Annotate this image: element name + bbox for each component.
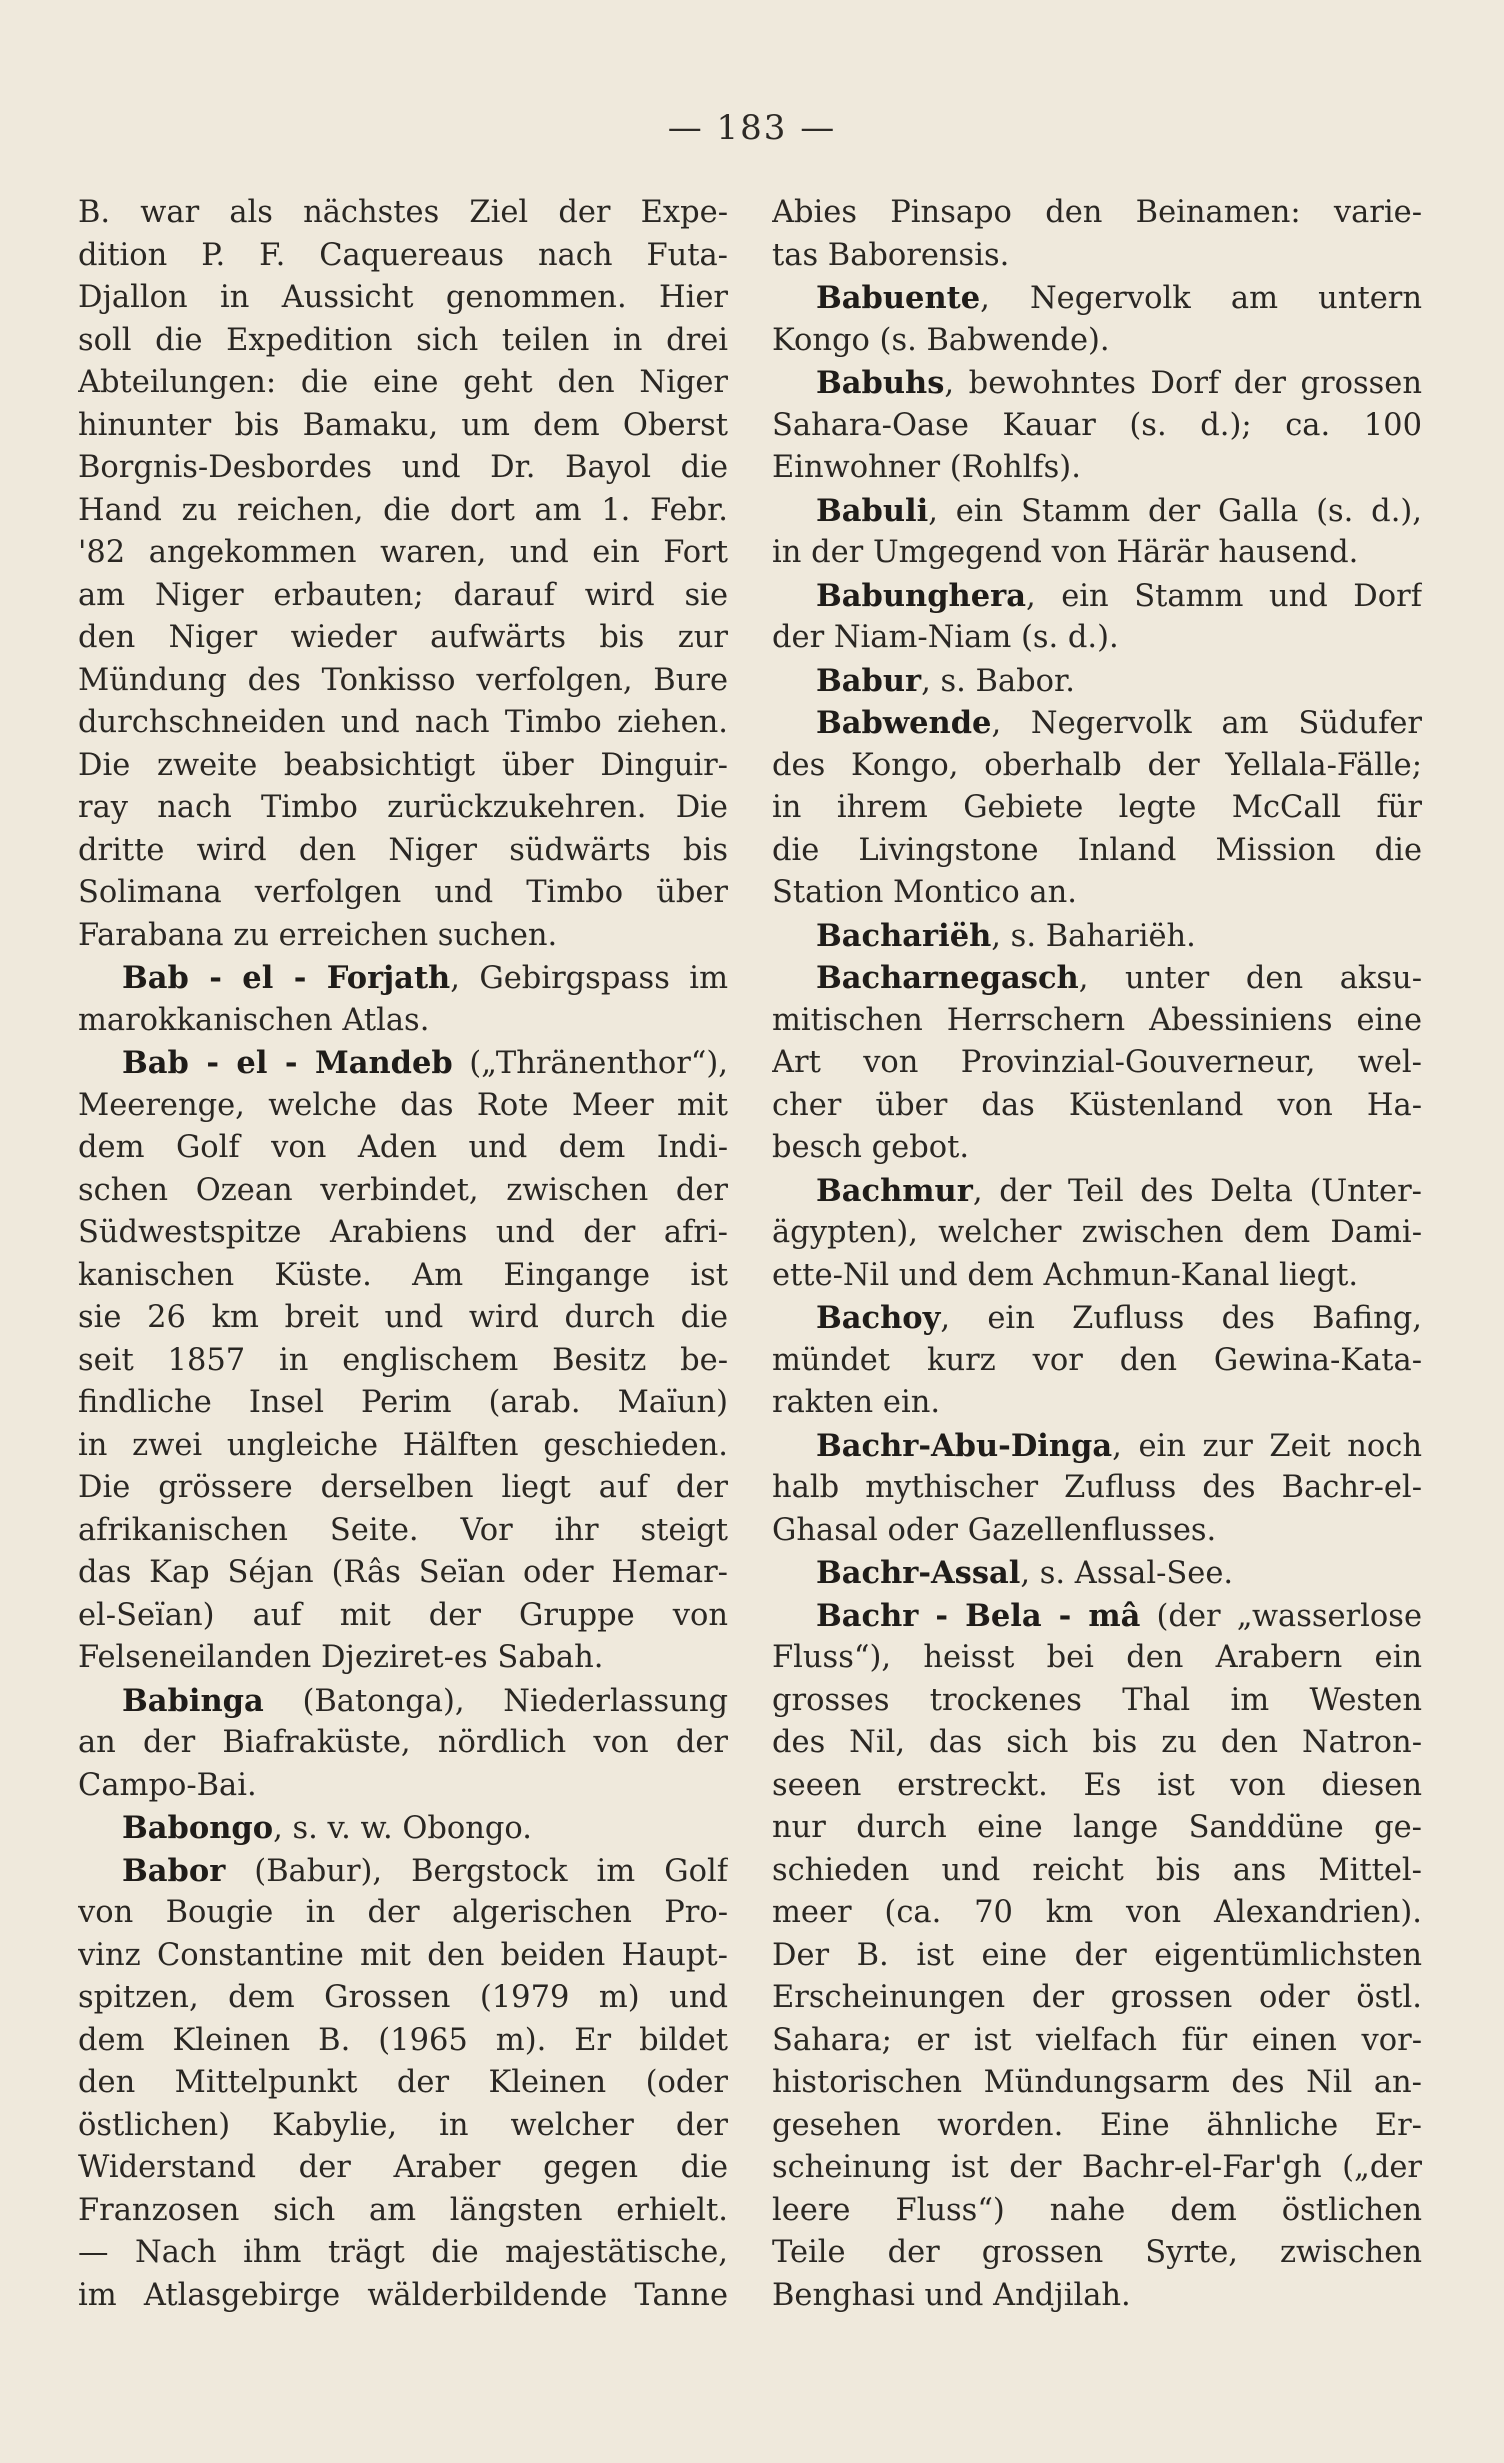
- text-line: [78, 1892, 728, 1935]
- line-text: Hand zu reichen, die dort am 1. Febr.: [78, 492, 728, 528]
- entry-term: Bab - el - Forjath: [122, 960, 451, 996]
- line-text: durchschneiden und nach Timbo ziehen.: [78, 705, 728, 740]
- text-line: [78, 915, 728, 958]
- line-text: nur durch eine lange Sanddüne ge-: [772, 1810, 1422, 1845]
- line-text: die Livingstone Inland Mission die: [772, 832, 1422, 868]
- line-text: Sahara-Oase Kauar (s. d.); ca. 100: [772, 407, 1422, 443]
- text-line: [772, 1000, 1422, 1043]
- line-text: soll die Expedition sich teilen in drei: [78, 322, 728, 358]
- line-text: Felseneilanden Djeziret-es Sabah.: [78, 1640, 604, 1675]
- page-number: — 183 —: [667, 108, 837, 148]
- text-line: [772, 1722, 1422, 1765]
- line-text: findliche Insel Perim (arab. Maïun): [78, 1385, 728, 1420]
- text-line: [772, 787, 1422, 830]
- line-text: grosses trockenes Thal im Westen: [772, 1682, 1422, 1718]
- line-text: vinz Constantine mit den beiden Haupt-: [78, 1937, 728, 1973]
- entry-heading-line: [772, 915, 1422, 958]
- text-line: [772, 1637, 1422, 1680]
- line-text: besch gebot.: [772, 1130, 970, 1165]
- text-line: [772, 2105, 1422, 2148]
- text-line: [78, 320, 728, 363]
- text-line: [78, 2105, 728, 2148]
- text-line: [78, 2020, 728, 2063]
- text-line: [772, 1255, 1422, 1298]
- text-line: [772, 235, 1422, 278]
- line-text: Borgnis-Desbordes und Dr. Bayol die: [78, 450, 728, 485]
- entry-term: Babor: [122, 1852, 226, 1889]
- text-line: [78, 702, 728, 745]
- line-text: dritte wird den Niger südwärts bis: [78, 832, 728, 868]
- line-text: Fluss“), heisst bei den Arabern ein: [772, 1640, 1422, 1675]
- line-text: ägypten), welcher zwischen dem Dami-: [772, 1215, 1422, 1250]
- text-line: [78, 2275, 728, 2318]
- line-text: den Mittelpunkt der Kleinen (oder: [78, 2065, 728, 2100]
- line-text: des Nil, das sich bis zu den Natron-: [772, 1725, 1422, 1760]
- line-text: Widerstand der Araber gegen die: [78, 2150, 728, 2185]
- line-text: leere Fluss“) nahe dem östlichen: [772, 2192, 1422, 2228]
- line-text: gesehen worden. Eine ähnliche Er-: [772, 2107, 1422, 2143]
- text-line: [78, 362, 728, 405]
- text-line: [772, 1340, 1422, 1383]
- line-text: Art von Provinzial-Gouverneur, wel-: [772, 1045, 1422, 1080]
- line-text: , s. Bahariëh.: [991, 918, 1196, 954]
- entry-term: Bachoy: [816, 1300, 941, 1336]
- text-line: [78, 1127, 728, 1170]
- entry-term: Bab - el - Mandeb: [122, 1045, 453, 1081]
- text-line: [772, 872, 1422, 915]
- entry-term: Bachariëh: [816, 917, 992, 954]
- line-text: cher über das Küstenland von Ha-: [772, 1087, 1422, 1123]
- text-line: [78, 617, 728, 660]
- text-line: [772, 1892, 1422, 1935]
- text-line: [78, 447, 728, 490]
- line-text: , ein Stamm und Dorf: [1025, 578, 1422, 614]
- line-text: Abies Pinsapo den Beinamen: varie-: [772, 195, 1422, 230]
- line-text: — Nach ihm trägt die majestätische,: [78, 2235, 728, 2270]
- entry-heading-line: [772, 1595, 1422, 1638]
- text-line: [78, 1467, 728, 1510]
- line-text: Teile der grossen Syrte, zwischen: [772, 2235, 1422, 2270]
- line-text: Meerenge, welche das Rote Meer mit: [78, 1087, 728, 1123]
- line-text: , s. v. w. Obongo.: [273, 1811, 532, 1846]
- line-text: Djallon in Aussicht genommen. Hier: [78, 280, 728, 315]
- text-line: [78, 277, 728, 320]
- text-line: [78, 1255, 728, 1298]
- entry-term: Bachr - Bela - mâ: [816, 1597, 1141, 1634]
- entry-heading-line: [772, 660, 1422, 703]
- text-line: [78, 2147, 728, 2190]
- line-text: Die grössere derselben liegt auf der: [78, 1470, 728, 1505]
- line-text: sie 26 km breit und wird durch die: [78, 1300, 728, 1335]
- text-line: [772, 1977, 1422, 2020]
- line-text: östlichen) Kabylie, in welcher der: [78, 2107, 728, 2143]
- text-line: [78, 235, 728, 278]
- line-text: dem Golf von Aden und dem Indi-: [78, 1130, 728, 1165]
- line-text: der Niam-Niam (s. d.).: [772, 620, 1119, 655]
- text-line: [772, 447, 1422, 490]
- line-text: schieden und reicht bis ans Mittel-: [772, 1852, 1422, 1888]
- text-line: [78, 787, 728, 830]
- text-line: [78, 745, 728, 788]
- text-line: [78, 2232, 728, 2275]
- text-line: [772, 1212, 1422, 1255]
- text-line: [78, 1722, 728, 1765]
- text-line: [78, 1212, 728, 1255]
- entry-heading-line: [772, 1297, 1422, 1340]
- entry-heading-line: [772, 277, 1422, 320]
- line-text: Der B. ist eine der eigentümlichsten: [772, 1937, 1422, 1973]
- text-line: [78, 1085, 728, 1128]
- line-text: mündet kurz vor den Gewina-Kata-: [772, 1342, 1422, 1378]
- entry-heading-line: [772, 957, 1422, 1000]
- line-text: , der Teil des Delta (Unter-: [972, 1173, 1422, 1209]
- text-line: [772, 2062, 1422, 2105]
- line-text: Abteilungen: die eine geht den Niger: [78, 365, 728, 400]
- text-line: [772, 532, 1422, 575]
- text-line: [78, 1340, 728, 1383]
- entry-term: Babur: [816, 662, 922, 699]
- entry-term: Babongo: [122, 1810, 274, 1846]
- text-line: [772, 1765, 1422, 1808]
- text-line: [772, 617, 1422, 660]
- text-line: [772, 2232, 1422, 2275]
- text-line: [772, 1850, 1422, 1893]
- text-line: [78, 1935, 728, 1978]
- line-text: Mündung des Tonkisso verfolgen, Bure: [78, 662, 728, 698]
- text-line: [78, 1510, 728, 1553]
- line-text: ette-Nil und dem Achmun-Kanal liegt.: [772, 1257, 1359, 1293]
- text-line: [78, 872, 728, 915]
- line-text: Sahara; er ist vielfach für einen vor-: [772, 2022, 1422, 2058]
- text-line: [78, 1297, 728, 1340]
- line-text: dem Kleinen B. (1965 m). Er bildet: [78, 2022, 728, 2058]
- line-text: Kongo (s. Babwende).: [772, 322, 1110, 358]
- entry-term: Babuli: [816, 492, 929, 529]
- text-line: [772, 2020, 1422, 2063]
- entry-heading-line: [772, 1425, 1422, 1468]
- line-text: rakten ein.: [772, 1385, 941, 1420]
- text-line: [772, 1085, 1422, 1128]
- line-text: , s. Babor.: [921, 663, 1075, 699]
- line-text: Erscheinungen der grossen oder östl.: [772, 1980, 1422, 2015]
- line-text: des Kongo, oberhalb der Yellala-Fälle;: [772, 747, 1422, 783]
- text-line: [772, 1127, 1422, 1170]
- line-text: Die zweite beabsichtigt über Dinguir-: [78, 747, 728, 783]
- line-text: Südwestspitze Arabiens und der afri-: [78, 1215, 728, 1250]
- line-text: in der Umgegend von Härär hausend.: [772, 535, 1359, 570]
- entry-heading-line: [772, 490, 1422, 533]
- text-line: [78, 1977, 728, 2020]
- entry-heading-line: [772, 1170, 1422, 1213]
- text-line: [772, 192, 1422, 235]
- text-line: [78, 1552, 728, 1595]
- line-text: , ein zur Zeit noch: [1112, 1428, 1422, 1464]
- line-text: kanischen Küste. Am Eingange ist: [78, 1257, 728, 1293]
- text-line: [78, 1595, 728, 1638]
- line-text: Benghasi und Andjilah.: [772, 2277, 1131, 2313]
- text-line: [772, 1680, 1422, 1723]
- line-text: , bewohntes Dorf der grossen: [944, 366, 1422, 401]
- text-line: [78, 2190, 728, 2233]
- line-text: marokkanischen Atlas.: [78, 1002, 430, 1038]
- entry-heading-line: [772, 362, 1422, 405]
- text-line: [772, 1042, 1422, 1085]
- text-line: [772, 405, 1422, 448]
- line-text: (Batonga), Niederlassung: [263, 1683, 728, 1719]
- text-line: [772, 745, 1422, 788]
- line-text: dition P. F. Caquereaus nach Futa-: [78, 237, 728, 273]
- line-text: afrikanischen Seite. Vor ihr steigt: [78, 1512, 728, 1548]
- entry-term: Bachmur: [816, 1172, 973, 1209]
- line-text: Ghasal oder Gazellenflusses.: [772, 1512, 1217, 1548]
- text-line: [78, 532, 728, 575]
- line-text: mitischen Herrschern Abessiniens eine: [772, 1002, 1422, 1038]
- line-text: , Negervolk am untern: [980, 281, 1422, 316]
- line-text: historischen Mündungsarm des Nil an-: [772, 2065, 1422, 2100]
- line-text: ray nach Timbo zurückzukehren. Die: [78, 790, 728, 825]
- line-text: Station Montico an.: [772, 875, 1077, 910]
- line-text: seit 1857 in englischem Besitz be-: [78, 1342, 728, 1378]
- entry-term: Bachr-Abu-Dinga: [816, 1427, 1113, 1464]
- text-line: [772, 1467, 1422, 1510]
- text-line: [772, 1807, 1422, 1850]
- line-text: el-Seïan) auf mit der Gruppe von: [78, 1597, 728, 1633]
- entry-term: Bacharnegasch: [816, 960, 1079, 996]
- line-text: an der Biafraküste, nördlich von der: [78, 1725, 728, 1760]
- text-line: [78, 1170, 728, 1213]
- text-line: [772, 320, 1422, 363]
- right-text-column: [772, 192, 1422, 2317]
- text-line: [78, 1637, 728, 1680]
- text-line: [78, 660, 728, 703]
- entry-heading-line: [78, 1042, 728, 1085]
- line-text: schen Ozean verbindet, zwischen der: [78, 1172, 728, 1208]
- line-text: (Babur), Bergstock im Golf: [225, 1853, 728, 1889]
- text-line: [78, 1425, 728, 1468]
- line-text: meer (ca. 70 km von Alexandrien).: [772, 1895, 1422, 1930]
- entry-heading-line: [78, 1807, 728, 1850]
- text-line: [772, 1510, 1422, 1553]
- entry-term: Babwende: [816, 705, 992, 741]
- line-text: den Niger wieder aufwärts bis zur: [78, 620, 728, 655]
- line-text: seeen erstreckt. Es ist von diesen: [772, 1767, 1422, 1803]
- line-text: B. war als nächstes Ziel der Expe-: [78, 195, 728, 230]
- line-text: Farabana zu erreichen suchen.: [78, 917, 558, 953]
- entry-term: Babunghera: [816, 577, 1026, 614]
- line-text: in zwei ungleiche Hälften geschieden.: [78, 1427, 728, 1463]
- entry-heading-line: [78, 957, 728, 1000]
- line-text: tas Baborensis.: [772, 237, 1010, 273]
- line-text: (der „wasserlose: [1140, 1598, 1422, 1634]
- text-line: [772, 1935, 1422, 1978]
- line-text: im Atlasgebirge wälderbildende Tanne: [78, 2277, 728, 2313]
- text-line: [78, 192, 728, 235]
- text-line: [772, 830, 1422, 873]
- line-text: Einwohner (Rohlfs).: [772, 450, 1081, 485]
- text-line: [78, 575, 728, 618]
- line-text: spitzen, dem Grossen (1979 m) und: [78, 1980, 728, 2015]
- line-text: , unter den aksu-: [1078, 961, 1422, 996]
- text-line: [78, 1382, 728, 1425]
- line-text: am Niger erbauten; darauf wird sie: [78, 577, 728, 613]
- text-line: [772, 1382, 1422, 1425]
- entry-term: Bachr-Assal: [816, 1555, 1021, 1591]
- entry-term: Babuente: [816, 280, 981, 316]
- entry-heading-line: [78, 1680, 728, 1723]
- line-text: , ein Zufluss des Bafing,: [940, 1301, 1422, 1336]
- entry-heading-line: [772, 702, 1422, 745]
- line-text: von Bougie in der algerischen Pro-: [78, 1895, 728, 1930]
- entry-term: Babuhs: [816, 365, 945, 401]
- line-text: Franzosen sich am längsten erhielt.: [78, 2192, 728, 2228]
- line-text: Solimana verfolgen und Timbo über: [78, 875, 728, 910]
- line-text: , ein Stamm der Galla (s. d.),: [928, 493, 1422, 529]
- entry-heading-line: [772, 1552, 1422, 1595]
- line-text: '82 angekommen waren, und ein Fort: [78, 535, 728, 570]
- line-text: („Thränenthor“),: [452, 1046, 728, 1081]
- text-line: [78, 830, 728, 873]
- text-line: [78, 2062, 728, 2105]
- entry-heading-line: [772, 575, 1422, 618]
- left-text-column: [78, 192, 728, 2317]
- line-text: , s. Assal-See.: [1020, 1556, 1234, 1591]
- entry-heading-line: [78, 1850, 728, 1893]
- line-text: in ihrem Gebiete legte McCall für: [772, 790, 1422, 825]
- text-line: [78, 1000, 728, 1043]
- entry-term: Babinga: [122, 1682, 264, 1719]
- text-line: [78, 490, 728, 533]
- line-text: Campo-Bai.: [78, 1767, 257, 1803]
- text-line: [772, 2275, 1422, 2318]
- line-text: halb mythischer Zufluss des Bachr-el-: [772, 1470, 1422, 1505]
- line-text: , Negervolk am Südufer: [991, 706, 1422, 741]
- text-line: [772, 2147, 1422, 2190]
- line-text: , Gebirgspass im: [450, 961, 728, 996]
- text-line: [78, 405, 728, 448]
- line-text: das Kap Séjan (Râs Seïan oder Hemar-: [78, 1555, 728, 1590]
- line-text: scheinung ist der Bachr-el-Far'gh („der: [772, 2150, 1422, 2185]
- text-line: [78, 1765, 728, 1808]
- line-text: hinunter bis Bamaku, um dem Oberst: [78, 407, 728, 443]
- text-line: [772, 2190, 1422, 2233]
